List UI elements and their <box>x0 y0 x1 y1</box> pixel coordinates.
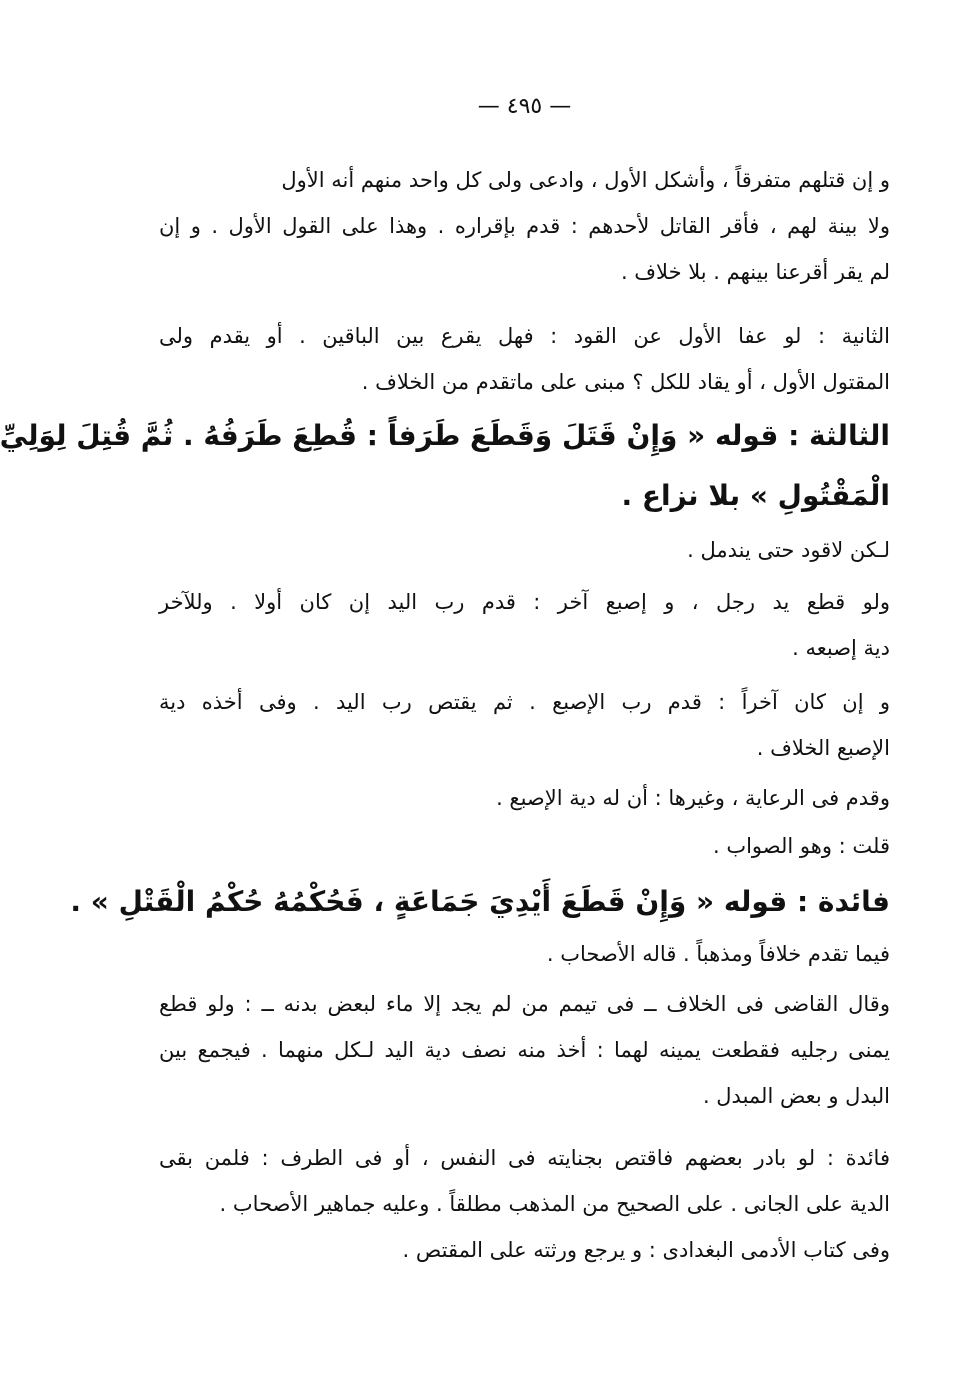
quran-quote-line: الثالثة : قوله « وَإِنْ قَتَلَ وَقَطَعَ طَرَفاً : قُطِعَ طَرَفُهُ . ثُمَّ قُتِلَ لِوَلِيِّ <box>0 419 890 452</box>
text-line: الدية على الجانى . على الصحيح من المذهب مطلقاً . وعليه جماهير الأصحاب . <box>219 1192 890 1216</box>
text-line: قلت : وهو الصواب . <box>712 834 890 858</box>
text-line: لـكن لاقود حتى يندمل . <box>687 538 890 562</box>
text-line: دية إصبعه . <box>792 636 890 660</box>
page-number: — ٤٩٥ — <box>477 94 572 119</box>
text-line: يمنى رجليه فقطعت يمينه لهما : أخذ منه نصف دية اليد لـكل منهما . فيجمع بين <box>159 1038 890 1062</box>
text-line: و إن كان آخراً : قدم رب الإصبع . ثم يقتص رب اليد . وفى أخذه دية <box>159 690 890 714</box>
text-line: المقتول الأول ، أو يقاد للكل ؟ مبنى على ماتقدم من الخلاف . <box>361 370 890 394</box>
text-line: الإصبع الخلاف . <box>756 736 890 760</box>
text-line: ولو قطع يد رجل ، و إصبع آخر : قدم رب اليد إن كان أولا . وللآخر <box>159 590 890 614</box>
text-line: لم يقر أقرعنا بينهم . بلا خلاف . <box>620 260 890 284</box>
text-line: وفى كتاب الأدمى البغدادى : و يرجع ورثته على المقتص . <box>402 1238 890 1262</box>
quran-quote-line: فائدة : قوله « وَإِنْ قَطَعَ أَيْدِيَ جَمَاعَةٍ ، فَحُكْمُهُ حُكْمُ الْقَتْلِ » . <box>70 885 890 918</box>
text-line: فائدة : لو بادر بعضهم فاقتص بجنايته فى النفس ، أو فى الطرف : فلمن بقى <box>159 1146 890 1170</box>
section-heading-line: الثانية : لو عفا الأول عن القود : فهل يقرع بين الباقين . أو يقدم ولى <box>159 324 890 348</box>
text-line: فيما تقدم خلافاً ومذهباً . قاله الأصحاب . <box>546 942 890 966</box>
text-line: و إن قتلهم متفرقاً ، وأشكل الأول ، وادعى ولى كل واحد منهم أنه الأول <box>281 168 890 192</box>
text-line: وقال القاضى فى الخلاف ــ فى تيمم من لم يجد إلا ماء لبعض بدنه ــ : ولو قطع <box>159 992 890 1016</box>
text-line: وقدم فى الرعاية ، وغيرها : أن له دية الإصبع . <box>496 786 890 810</box>
text-line: ولا بينة لهم ، فأقر القاتل لأحدهم : قدم بإقراره . وهذا على القول الأول . و إن <box>159 214 890 238</box>
quran-quote-line: الْمَقْتُولِ » بلا نزاع . <box>621 479 890 512</box>
text-line: البدل و بعض المبدل . <box>702 1084 890 1108</box>
